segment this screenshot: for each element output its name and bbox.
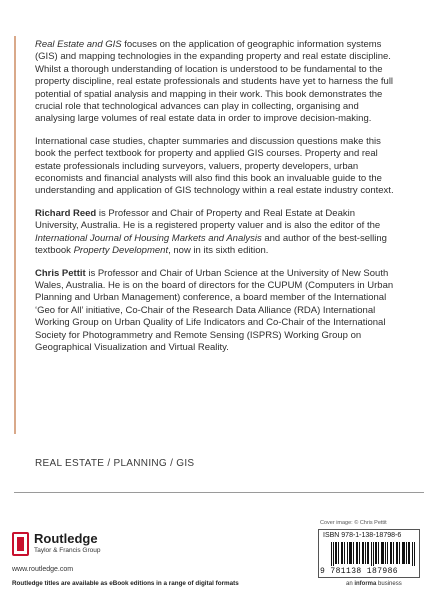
informa-suffix: business xyxy=(376,581,402,587)
textbook-title: Property Development xyxy=(73,245,169,257)
author-bio-reed xyxy=(35,208,395,258)
barcode-box xyxy=(318,529,420,578)
author-name: Richard Reed xyxy=(35,207,97,219)
author-bio-text: is Professor and Chair of Urban Science at the University of New South Wales, Australia. He is on the board of directors for the CUPUM (Computers in Urban Planning and Urban Management) conference, a board member of the International ‘Geo for All’ initiative, Co-Chair of the Research Data Alliance (RDA) International Working Group on Urban Quality of Life Indicators and Co-Chair of the International Society for Photogrammetry and Remote Sensing (ISPRS) Working Group on Geographical Visualization and Virtual Reality. xyxy=(35,267,394,353)
blurb-text-1: focuses on the application of geographic information systems (GIS) and mapping technologies in the expanding property and real estate discipline. Whilst a thorough understanding of location is understood to be fundamental to the property discipline, real estate professionals and students have yet to harness the full potential of spatial analysis and mapping in their work. This book demonstrates the crucial role that technological advances can play in collecting, organising and analysing large volumes of real estate data in order to improve decision-making. xyxy=(35,39,394,125)
routledge-logo-icon xyxy=(12,532,29,556)
publisher-name: Routledge xyxy=(34,531,98,546)
informa-name: informa xyxy=(354,581,377,587)
blurb-paragraph-1 xyxy=(35,39,395,126)
informa-prefix: an xyxy=(346,581,355,587)
author-bio-text: and author of the best-selling textbook xyxy=(35,232,387,257)
author-bio-pettit xyxy=(35,268,395,355)
publisher-logo xyxy=(12,531,132,561)
barcode-digits: 9 781138 187986 xyxy=(320,567,399,576)
book-title: Real Estate and GIS xyxy=(35,39,122,50)
back-cover-text xyxy=(35,39,395,364)
author-bio-text: is Professor and Chair of Property and Real Estate at Deakin University, Australia. He is a registered property valuer and is also the editor of the xyxy=(35,207,381,232)
publisher-website[interactable]: www.routledge.com xyxy=(12,566,74,573)
author-name: Chris Pettit xyxy=(35,267,86,279)
subject-categories: REAL ESTATE / PLANNING / GIS xyxy=(35,458,195,469)
blurb-paragraph-2: International case studies, chapter summaries and discussion questions make this book the perfect textbook for property and applied GIS courses. Property and real estate professionals including surveyors, valuers, property developers, urban economists and financial analysts will also find this book an invaluable guide to the understanding and application of GIS technology within a real estate industry context. xyxy=(35,135,394,197)
isbn: ISBN 978-1-138-18798-6 xyxy=(323,532,402,539)
ebook-note: Routledge titles are available as eBook editions in a range of digital formats xyxy=(12,580,239,587)
author-bio-text: , now in its sixth edition. xyxy=(168,245,269,257)
journal-title: International Journal of Housing Markets and Analysis xyxy=(35,232,262,244)
accent-bar xyxy=(14,36,16,434)
informa-business xyxy=(346,581,402,587)
cover-credit: Cover image: © Chris Pettit xyxy=(320,520,387,526)
barcode-icon xyxy=(331,542,415,566)
publisher-group: Taylor & Francis Group xyxy=(34,547,101,554)
divider xyxy=(14,492,424,493)
